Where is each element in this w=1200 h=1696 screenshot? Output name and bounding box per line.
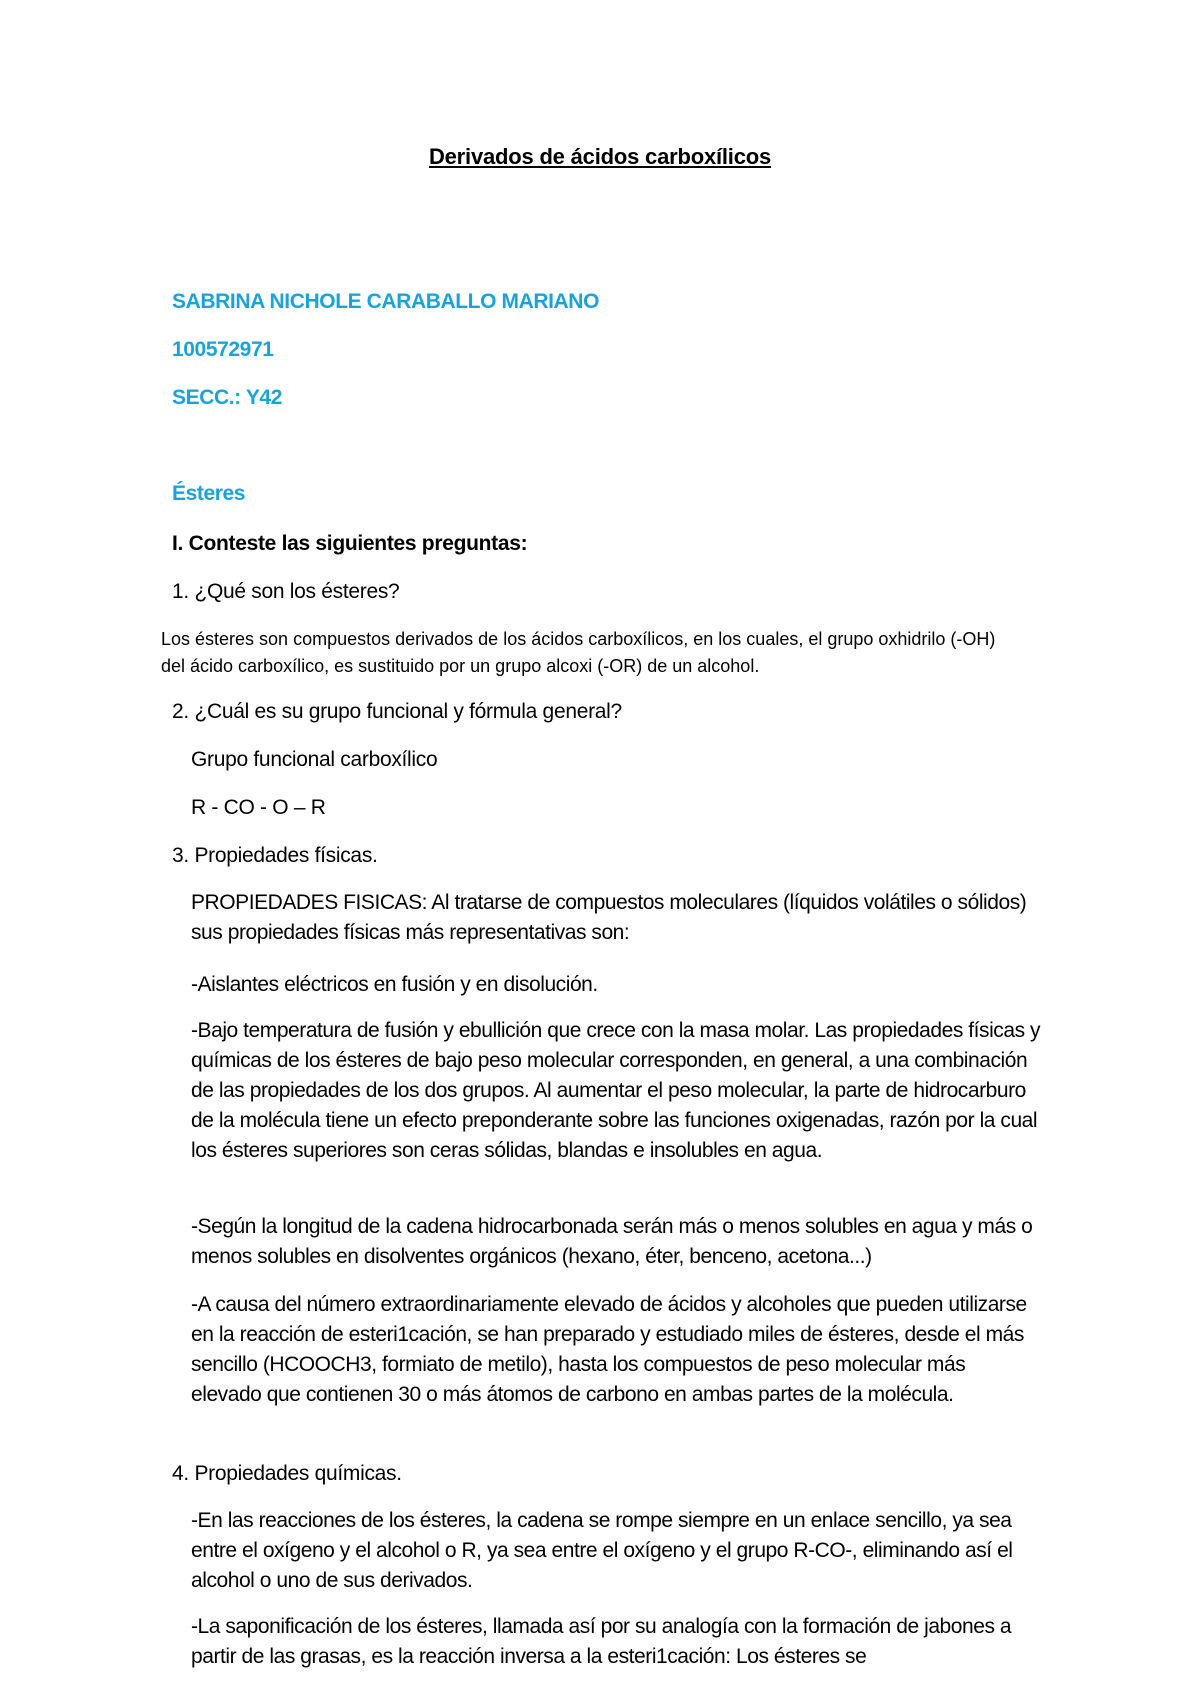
question-2: 2. ¿Cuál es su grupo funcional y fórmula general? [172, 700, 622, 723]
author-name: SABRINA NICHOLE CARABALLO MARIANO [172, 290, 600, 313]
physical-properties-intro: PROPIEDADES FISICAS: Al tratarse de compuestos moleculares (líquidos volátiles o sólidos) sus propiedades físicas más representativas son: [191, 891, 1027, 944]
answer-2-formula: R - CO - O – R [191, 796, 326, 819]
question-3: 3. Propiedades físicas. [172, 844, 378, 867]
instructions: I. Conteste las siguientes preguntas: [172, 532, 528, 555]
physical-property-4: -A causa del número extraordinariamente elevado de ácidos y alcoholes que pueden utilizarse en la reacción de esteri1cación, se han preparado y estudiado miles de ésteres, desde el más sencillo (HCOOCH3, formiato de metilo), hasta los compuestos de peso molecular más elevado que contienen 30 o más átomos de carbono en ambas partes de la molécula. [191, 1293, 1027, 1406]
physical-property-1: -Aislantes eléctricos en fusión y en disolución. [191, 973, 598, 996]
section-heading: Ésteres [172, 482, 246, 505]
question-1: 1. ¿Qué son los ésteres? [172, 580, 400, 603]
chemical-property-1: -En las reacciones de los ésteres, la cadena se rompe siempre en un enlace sencillo, ya sea entre el oxígeno y el alcohol o R, ya sea entre el oxígeno y el grupo R-CO-, eliminando así el alcohol o uno de sus derivados. [191, 1509, 1013, 1592]
document-title: Derivados de ácidos carboxílicos [428, 144, 772, 169]
chemical-property-2: -La saponificación de los ésteres, llamada así por su analogía con la formación de jabones a partir de las grasas, es la reacción inversa a la esteri1cación: Los ésteres se [191, 1615, 1012, 1668]
question-4: 4. Propiedades químicas. [172, 1462, 402, 1485]
answer-1: Los ésteres son compuestos derivados de los ácidos carboxílicos, en los cuales, el grupo oxhidrilo (-OH) del ácido carboxílico, es sustituido por un grupo alcoxi (-OR) de un alcohol. [161, 629, 996, 676]
physical-property-3: -Según la longitud de la cadena hidrocarbonada serán más o menos solubles en agua y más o menos solubles en disolventes orgánicos (hexano, éter, benceno, acetona...) [191, 1215, 1033, 1268]
physical-property-2: -Bajo temperatura de fusión y ebullición que crece con la masa molar. Las propiedades físicas y químicas de los ésteres de bajo peso molecular corresponden, en general, a una combinación de las propiedades de los dos grupos. Al aumentar el peso molecular, la parte de hidrocarburo de la molécula tiene un efecto preponderante sobre las funciones oxigenadas, razón por la cual los ésteres superiores son ceras sólidas, blandas e insolubles en agua. [191, 1019, 1041, 1162]
answer-2-functional-group: Grupo funcional carboxílico [191, 748, 438, 771]
student-id: 100572971 [172, 338, 274, 361]
section-code: SECC.: Y42 [172, 386, 282, 409]
